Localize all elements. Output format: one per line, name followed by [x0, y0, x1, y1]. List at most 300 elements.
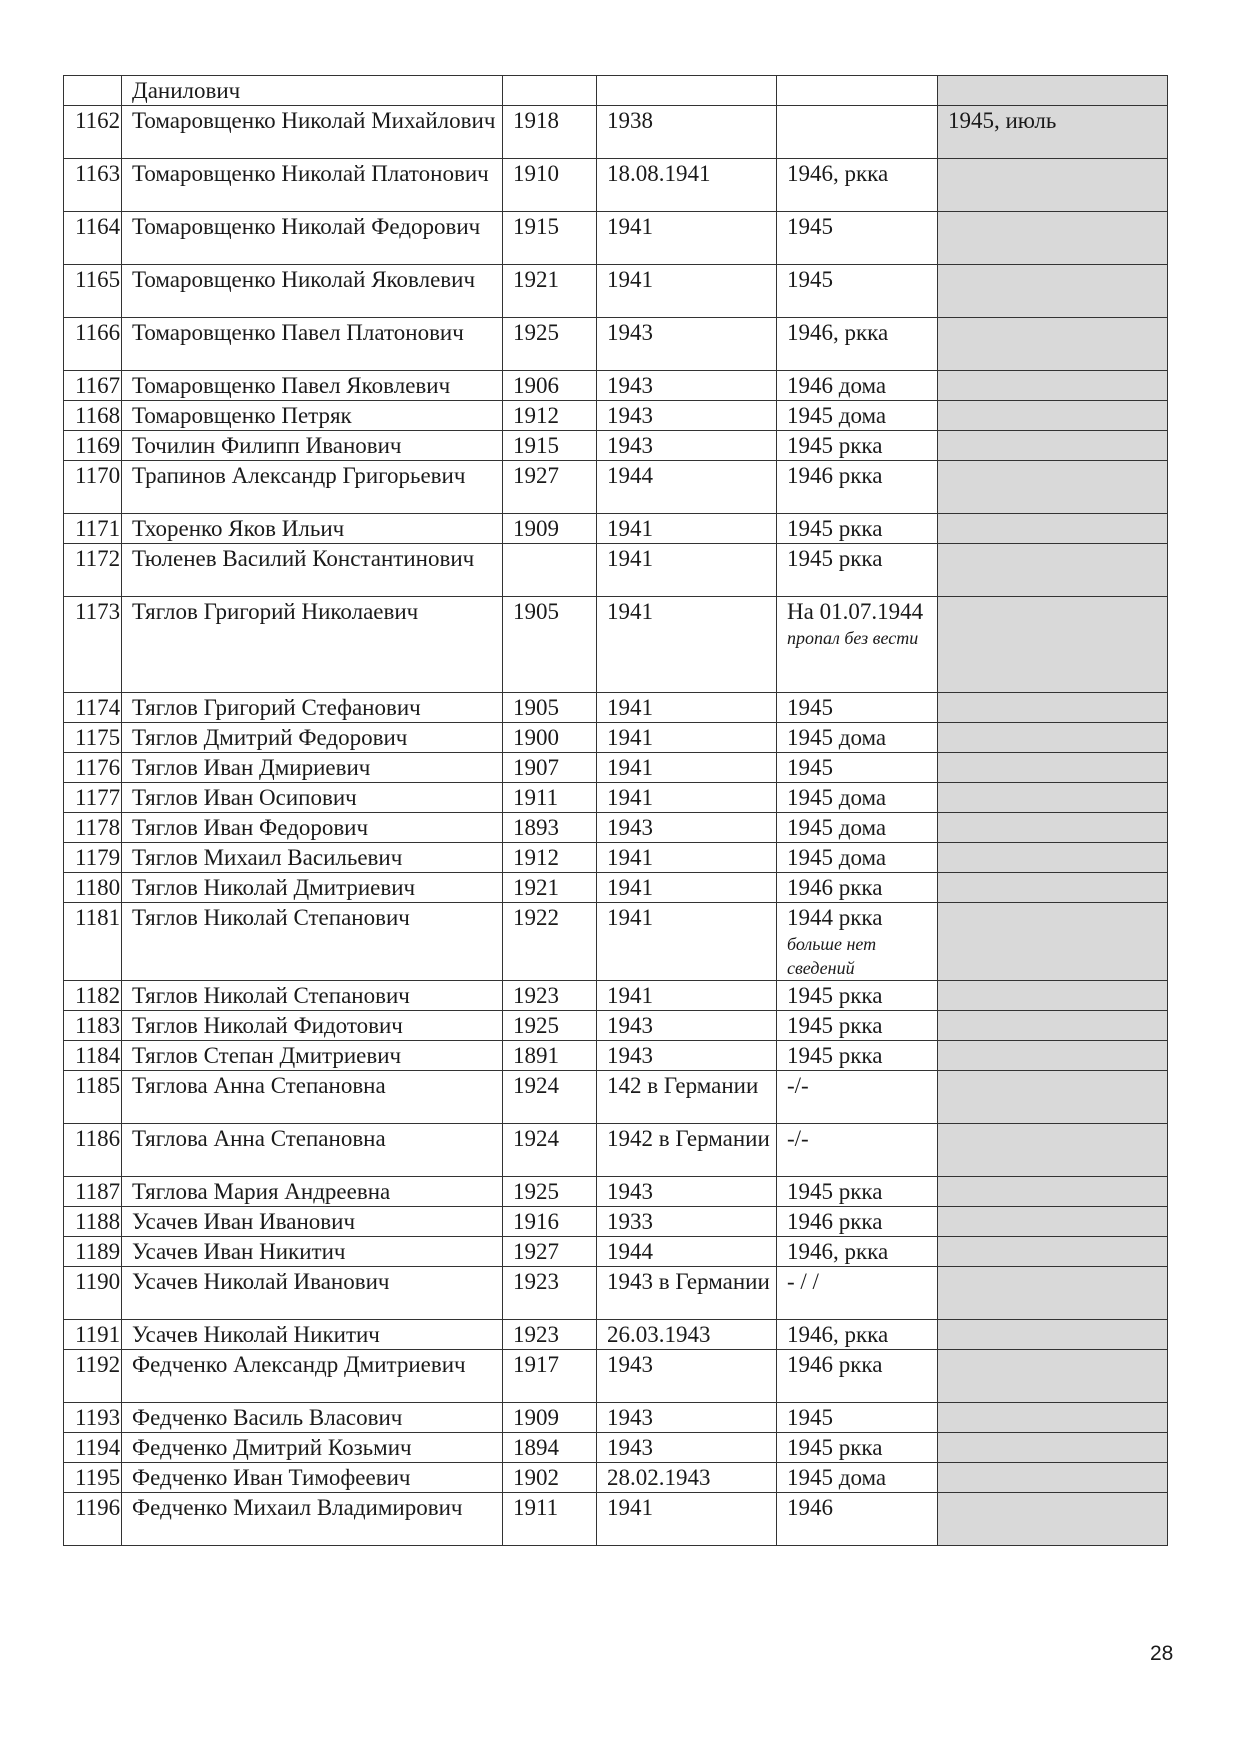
row-number: 1190 [75, 1269, 121, 1294]
person-name-cell [122, 981, 503, 1011]
return-status-cell [777, 981, 938, 1011]
draft-date: 142 в Германии [607, 1073, 759, 1098]
table-row [64, 1071, 1168, 1124]
birth-year: 1893 [513, 815, 559, 840]
return-status-cell [777, 212, 938, 265]
birth-year-cell [503, 1403, 597, 1433]
person-name-cell [122, 514, 503, 544]
person-name-cell [122, 1124, 503, 1177]
row-number-cell [64, 1403, 122, 1433]
draft-date: 18.08.1941 [607, 161, 711, 186]
birth-year: 1906 [513, 373, 559, 398]
row-number-cell [64, 597, 122, 693]
table-row [64, 903, 1168, 981]
row-number: 1185 [75, 1073, 121, 1098]
birth-year: 1927 [513, 463, 559, 488]
extra-note-cell [938, 265, 1168, 318]
draft-date-cell [597, 597, 777, 693]
draft-date-cell [597, 981, 777, 1011]
birth-year: 1911 [513, 785, 559, 810]
birth-year-cell [503, 106, 597, 159]
row-number: 1176 [75, 755, 121, 780]
row-number: 1179 [75, 845, 121, 870]
row-number: 1195 [75, 1465, 121, 1490]
return-status-cell [777, 106, 938, 159]
return-status-cell [777, 265, 938, 318]
person-name: Федченко Дмитрий Козьмич [132, 1435, 412, 1460]
birth-year-cell [503, 544, 597, 597]
person-name: Тяглов Николай Степанович [132, 983, 410, 1008]
table-row [64, 981, 1168, 1011]
return-status: 1945 ркка [787, 516, 883, 541]
return-status: 1946, ркка [787, 1322, 889, 1347]
draft-date: 1943 [607, 1013, 653, 1038]
person-name: Тяглов Иван Осипович [132, 785, 357, 810]
extra-note-cell [938, 597, 1168, 693]
birth-year: 1911 [513, 1495, 559, 1520]
table-row [64, 783, 1168, 813]
return-status-cell [777, 401, 938, 431]
birth-year: 1915 [513, 214, 559, 239]
row-number: 1188 [75, 1209, 121, 1234]
draft-date-cell [597, 76, 777, 106]
draft-date: 1943 [607, 1435, 653, 1460]
return-status: 1946 дома [787, 373, 887, 398]
return-status-cell [777, 723, 938, 753]
person-name: Тяглов Степан Дмитриевич [132, 1043, 402, 1068]
person-name-cell [122, 544, 503, 597]
table-row [64, 431, 1168, 461]
birth-year: 1925 [513, 320, 559, 345]
birth-year-cell [503, 1207, 597, 1237]
extra-note-cell [938, 461, 1168, 514]
birth-year: 1927 [513, 1239, 559, 1264]
person-name-cell [122, 318, 503, 371]
return-status-cell [777, 431, 938, 461]
return-status: 1945 дома [787, 845, 887, 870]
person-name: Тхоренко Яков Ильич [132, 516, 345, 541]
person-name-cell [122, 265, 503, 318]
row-number-cell [64, 843, 122, 873]
table-row [64, 1207, 1168, 1237]
person-name-cell [122, 1071, 503, 1124]
return-status: 1946, ркка [787, 161, 889, 186]
return-status-cell [777, 514, 938, 544]
birth-year-cell [503, 371, 597, 401]
person-name: Усачев Иван Иванович [132, 1209, 356, 1234]
birth-year-cell [503, 693, 597, 723]
return-status: 1945 ркка [787, 546, 883, 571]
return-status: 1946 ркка [787, 1209, 883, 1234]
draft-date-cell [597, 1124, 777, 1177]
draft-date: 1941 [607, 267, 653, 292]
draft-date: 26.03.1943 [607, 1322, 711, 1347]
extra-note-cell [938, 106, 1168, 159]
draft-date-cell [597, 1011, 777, 1041]
draft-date-cell [597, 723, 777, 753]
row-number-cell [64, 1071, 122, 1124]
return-status-cell [777, 1433, 938, 1463]
row-number: 1191 [75, 1322, 121, 1347]
extra-note-cell [938, 431, 1168, 461]
draft-date: 1943 [607, 433, 653, 458]
person-name: Тяглов Николай Степанович [132, 905, 410, 930]
row-number-cell [64, 1463, 122, 1493]
return-status-cell [777, 1207, 938, 1237]
table-row [64, 1493, 1168, 1546]
extra-note-cell [938, 371, 1168, 401]
birth-year-cell [503, 431, 597, 461]
draft-date-cell [597, 783, 777, 813]
draft-date: 1938 [607, 108, 653, 133]
birth-year-cell [503, 1041, 597, 1071]
person-name: Тяглов Николай Дмитриевич [132, 875, 416, 900]
row-number-cell [64, 1124, 122, 1177]
birth-year-cell [503, 1433, 597, 1463]
row-number-cell [64, 1433, 122, 1463]
return-status-cell [777, 1267, 938, 1320]
person-name: Тяглов Иван Дмириевич [132, 755, 371, 780]
draft-date-cell [597, 1350, 777, 1403]
extra-note-cell [938, 212, 1168, 265]
return-status-cell [777, 903, 938, 981]
row-number-cell [64, 76, 122, 106]
person-name-cell [122, 1320, 503, 1350]
draft-date-cell [597, 371, 777, 401]
row-number-cell [64, 783, 122, 813]
draft-date: 1941 [607, 785, 653, 810]
row-number-cell [64, 753, 122, 783]
draft-date: 1941 [607, 845, 653, 870]
extra-note-cell [938, 1071, 1168, 1124]
row-number-cell [64, 318, 122, 371]
row-number: 1165 [75, 267, 121, 292]
person-name: Федченко Иван Тимофеевич [132, 1465, 411, 1490]
extra-note-cell [938, 873, 1168, 903]
return-status: 1945 дома [787, 725, 887, 750]
draft-date: 1943 [607, 320, 653, 345]
table-row [64, 1011, 1168, 1041]
extra-note: 1945, июль [948, 108, 1057, 133]
row-number-cell [64, 903, 122, 981]
person-name-cell [122, 1463, 503, 1493]
birth-year-cell [503, 1011, 597, 1041]
row-number-cell [64, 1237, 122, 1267]
draft-date: 1943 [607, 1405, 653, 1430]
birth-year-cell [503, 1320, 597, 1350]
row-number-cell [64, 723, 122, 753]
return-status-cell [777, 1041, 938, 1071]
birth-year: 1900 [513, 725, 559, 750]
row-number: 1171 [75, 516, 121, 541]
person-name: Точилин Филипп Иванович [132, 433, 402, 458]
extra-note-cell [938, 843, 1168, 873]
row-number: 1173 [75, 599, 121, 624]
person-name: Тюленев Василий Константинович [132, 546, 475, 571]
table-row [64, 514, 1168, 544]
draft-date-cell [597, 1493, 777, 1546]
return-status: 1945 [787, 1405, 833, 1430]
return-status: 1945 ркка [787, 1013, 883, 1038]
draft-date-cell [597, 1267, 777, 1320]
table-row [64, 1403, 1168, 1433]
person-name-cell [122, 903, 503, 981]
row-number-cell [64, 1493, 122, 1546]
table-row [64, 265, 1168, 318]
birth-year-cell [503, 1177, 597, 1207]
birth-year-cell [503, 318, 597, 371]
draft-date: 1933 [607, 1209, 653, 1234]
birth-year: 1922 [513, 905, 559, 930]
draft-date-cell [597, 265, 777, 318]
draft-date: 1941 [607, 725, 653, 750]
birth-year-cell [503, 903, 597, 981]
return-status: -/- [787, 1073, 809, 1098]
extra-note-cell [938, 1493, 1168, 1546]
row-number: 1167 [75, 373, 121, 398]
table-row [64, 1350, 1168, 1403]
draft-date: 1941 [607, 546, 653, 571]
person-name-cell [122, 1207, 503, 1237]
return-status: 1946 ркка [787, 875, 883, 900]
draft-date: 1941 [607, 695, 653, 720]
table-row [64, 843, 1168, 873]
person-name: Тяглов Григорий Николаевич [132, 599, 419, 624]
table-body [64, 76, 1168, 1546]
row-number-cell [64, 1267, 122, 1320]
return-status: 1945 [787, 695, 833, 720]
row-number-cell [64, 1207, 122, 1237]
return-status: 1944 ркка [787, 905, 883, 930]
row-number-cell [64, 813, 122, 843]
row-number: 1192 [75, 1352, 121, 1377]
birth-year: 1910 [513, 161, 559, 186]
draft-date: 1943 [607, 373, 653, 398]
row-number-cell [64, 159, 122, 212]
row-number-cell [64, 1041, 122, 1071]
return-status: 1946 ркка [787, 463, 883, 488]
birth-year: 1909 [513, 516, 559, 541]
return-status-cell [777, 1124, 938, 1177]
row-number-cell [64, 106, 122, 159]
row-number-cell [64, 431, 122, 461]
extra-note-cell [938, 514, 1168, 544]
birth-year-cell [503, 783, 597, 813]
row-number-cell [64, 544, 122, 597]
birth-year-cell [503, 1493, 597, 1546]
extra-note-cell [938, 544, 1168, 597]
row-number-cell [64, 461, 122, 514]
draft-date: 1944 [607, 1239, 653, 1264]
person-name-cell [122, 1011, 503, 1041]
row-number: 1175 [75, 725, 121, 750]
birth-year: 1915 [513, 433, 559, 458]
person-name: Федченко Василь Власович [132, 1405, 403, 1430]
table-row [64, 544, 1168, 597]
return-status-cell [777, 1177, 938, 1207]
birth-year: 1924 [513, 1126, 559, 1151]
person-name-cell [122, 783, 503, 813]
return-status: 1946, ркка [787, 320, 889, 345]
draft-date-cell [597, 514, 777, 544]
person-name: Тяглов Дмитрий Федорович [132, 725, 408, 750]
draft-date: 1944 [607, 463, 653, 488]
person-name-cell [122, 723, 503, 753]
return-status-cell [777, 843, 938, 873]
row-number-cell [64, 981, 122, 1011]
return-status: 1945 дома [787, 815, 887, 840]
extra-note-cell [938, 813, 1168, 843]
birth-year: 1921 [513, 267, 559, 292]
draft-date: 28.02.1943 [607, 1465, 711, 1490]
draft-date: 1941 [607, 214, 653, 239]
person-name: Томаровщенко Николай Яковлевич [132, 267, 476, 292]
table-row [64, 1041, 1168, 1071]
return-status: - / / [787, 1269, 819, 1294]
row-number-cell [64, 693, 122, 723]
birth-year: 1918 [513, 108, 559, 133]
table-row [64, 1177, 1168, 1207]
person-name-cell [122, 461, 503, 514]
draft-date-cell [597, 1041, 777, 1071]
birth-year: 1924 [513, 1073, 559, 1098]
return-status-cell [777, 1320, 938, 1350]
birth-year-cell [503, 76, 597, 106]
extra-note-cell [938, 693, 1168, 723]
row-number: 1193 [75, 1405, 121, 1430]
row-number-cell [64, 514, 122, 544]
birth-year-cell [503, 1124, 597, 1177]
table-row [64, 753, 1168, 783]
extra-note-cell [938, 903, 1168, 981]
draft-date-cell [597, 318, 777, 371]
row-number-cell [64, 1350, 122, 1403]
person-name-cell [122, 76, 503, 106]
person-name-cell [122, 873, 503, 903]
extra-note-cell [938, 401, 1168, 431]
person-name: Томаровщенко Петряк [132, 403, 352, 428]
draft-date: 1943 [607, 1352, 653, 1377]
return-status-cell [777, 461, 938, 514]
return-status: 1945 ркка [787, 1043, 883, 1068]
person-name-cell [122, 843, 503, 873]
return-status-cell [777, 371, 938, 401]
row-number-cell [64, 212, 122, 265]
extra-note-cell [938, 1011, 1168, 1041]
draft-date-cell [597, 544, 777, 597]
person-name-cell [122, 431, 503, 461]
birth-year-cell [503, 159, 597, 212]
draft-date: 1941 [607, 599, 653, 624]
birth-year-cell [503, 1350, 597, 1403]
row-number-cell [64, 401, 122, 431]
row-number: 1177 [75, 785, 121, 810]
extra-note-cell [938, 1320, 1168, 1350]
return-note: пропал без вести [787, 628, 919, 648]
table-row [64, 1237, 1168, 1267]
birth-year: 1894 [513, 1435, 559, 1460]
row-number: 1186 [75, 1126, 121, 1151]
return-status: 1946 ркка [787, 1352, 883, 1377]
draft-date-cell [597, 843, 777, 873]
return-status-cell [777, 1011, 938, 1041]
draft-date-cell [597, 1433, 777, 1463]
row-number: 1162 [75, 108, 121, 133]
birth-year-cell [503, 843, 597, 873]
return-status: -/- [787, 1126, 809, 1151]
return-status-cell [777, 1403, 938, 1433]
draft-date: 1941 [607, 905, 653, 930]
person-name-cell [122, 1237, 503, 1267]
row-number: 1187 [75, 1179, 121, 1204]
birth-year: 1925 [513, 1179, 559, 1204]
return-status: 1945 ркка [787, 1435, 883, 1460]
person-name-cell [122, 1177, 503, 1207]
extra-note-cell [938, 76, 1168, 106]
extra-note-cell [938, 981, 1168, 1011]
table-row [64, 371, 1168, 401]
draft-date-cell [597, 461, 777, 514]
draft-date: 1943 [607, 1043, 653, 1068]
person-name: Трапинов Александр Григорьевич [132, 463, 466, 488]
extra-note-cell [938, 318, 1168, 371]
return-status-cell [777, 873, 938, 903]
person-name-cell [122, 1493, 503, 1546]
return-status-cell [777, 1493, 938, 1546]
person-name: Томаровщенко Николай Михайлович [132, 108, 496, 133]
birth-year: 1891 [513, 1043, 559, 1068]
row-number-cell [64, 873, 122, 903]
person-name-cell [122, 753, 503, 783]
extra-note-cell [938, 1177, 1168, 1207]
person-name: Данилович [132, 78, 241, 103]
draft-date-cell [597, 431, 777, 461]
person-name-cell [122, 212, 503, 265]
page-number: 28 [1150, 1642, 1174, 1665]
row-number: 1183 [75, 1013, 121, 1038]
row-number: 1181 [75, 905, 121, 930]
birth-year-cell [503, 514, 597, 544]
return-status: 1945 [787, 755, 833, 780]
row-number: 1172 [75, 546, 121, 571]
birth-year-cell [503, 461, 597, 514]
person-name: Усачев Иван Никитич [132, 1239, 346, 1264]
table-row [64, 813, 1168, 843]
return-status-cell [777, 159, 938, 212]
return-status-cell [777, 693, 938, 723]
draft-date-cell [597, 1463, 777, 1493]
person-name: Федченко Александр Дмитриевич [132, 1352, 466, 1377]
person-name-cell [122, 106, 503, 159]
return-status: 1945 дома [787, 1465, 887, 1490]
table-row [64, 212, 1168, 265]
table-row [64, 1320, 1168, 1350]
return-status: 1945 [787, 267, 833, 292]
birth-year-cell [503, 981, 597, 1011]
birth-year-cell [503, 212, 597, 265]
draft-date-cell [597, 813, 777, 843]
draft-date-cell [597, 1320, 777, 1350]
return-status: На 01.07.1944 [787, 599, 924, 624]
birth-year: 1921 [513, 875, 559, 900]
draft-date: 1941 [607, 516, 653, 541]
draft-date-cell [597, 1207, 777, 1237]
birth-year: 1925 [513, 1013, 559, 1038]
extra-note-cell [938, 1403, 1168, 1433]
return-status: 1946 [787, 1495, 833, 1520]
draft-date-cell [597, 1403, 777, 1433]
extra-note-cell [938, 1350, 1168, 1403]
